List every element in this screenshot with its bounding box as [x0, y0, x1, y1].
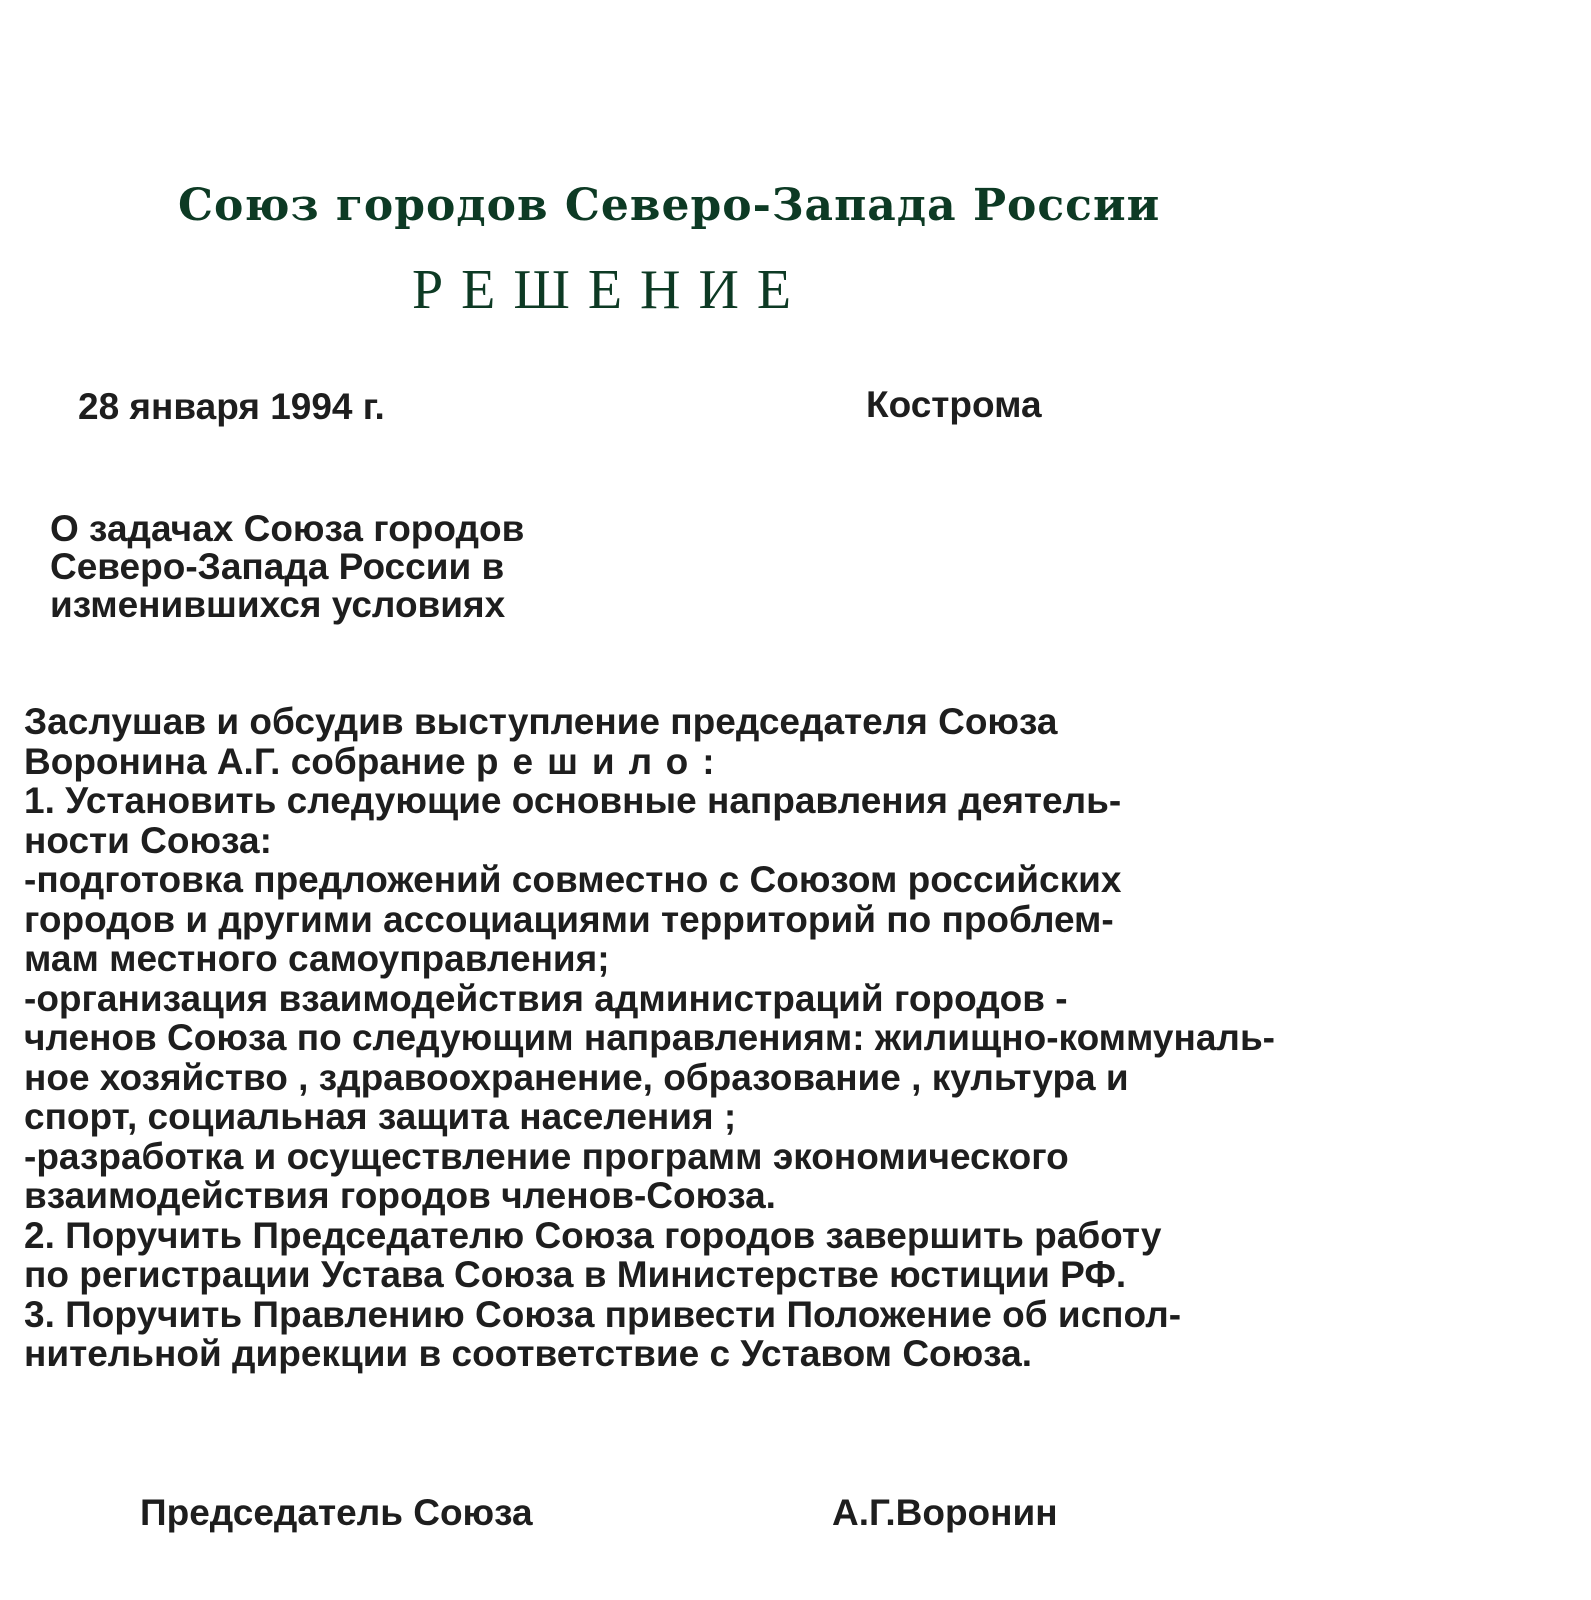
- body-line: взаимодействия городов членов-Союза.: [24, 1175, 776, 1216]
- body-line: Воронина А.Г. собрание: [24, 740, 476, 782]
- body-line: мам местного самоуправления;: [24, 938, 610, 979]
- resolved-word: решило:: [475, 740, 729, 782]
- body-line: -разработка и осуществление программ экономического: [24, 1135, 1069, 1177]
- body-line: членов Союза по следующим направлениям: жилищно-коммуналь-: [24, 1017, 1276, 1058]
- body-line: 2. Поручить Председателю Союза городов завершить работу: [24, 1214, 1162, 1256]
- subject-line: Северо-Запада России в: [50, 546, 505, 587]
- document-type-title: РЕШЕНИЕ: [412, 259, 810, 321]
- body-line: -организация взаимодействия администраций городов -: [24, 977, 1068, 1019]
- decision-body: [24, 702, 1275, 1374]
- body-line: спорт, социальная защита населения ;: [24, 1096, 737, 1137]
- document-city: Кострома: [866, 384, 1042, 425]
- signature-role: Председатель Союза: [140, 1492, 533, 1533]
- body-line: 1. Установить следующие основные направления деятель-: [24, 780, 1122, 821]
- body-line: ное хозяйство , здравоохранение, образование , культура и: [24, 1056, 1129, 1098]
- body-line: ности Союза:: [24, 819, 272, 861]
- body-line: 3. Поручить Правлению Союза привести Положение об испол-: [24, 1293, 1182, 1335]
- subject-line: изменившихся условиях: [50, 584, 506, 625]
- organization-header: Союз городов Северо-Запада России: [178, 180, 1161, 231]
- document-date: 28 января 1994 г.: [78, 386, 385, 427]
- body-line: -подготовка предложений совместно с Союзом российских: [24, 859, 1122, 900]
- document-subject: [50, 510, 524, 624]
- body-line: нительной дирекции в соответствие с Уставом Союза.: [24, 1333, 1033, 1374]
- body-line: по регистрации Устава Союза в Министерстве юстиции РФ.: [24, 1254, 1127, 1295]
- subject-line: О задачах Союза городов: [50, 508, 525, 549]
- body-line: городов и другими ассоциациями территорий по проблем-: [24, 898, 1114, 940]
- signature-name: А.Г.Воронин: [832, 1492, 1058, 1533]
- body-line: Заслушав и обсудив выступление председателя Союза: [24, 701, 1058, 742]
- body-line-resolved: [24, 742, 1275, 782]
